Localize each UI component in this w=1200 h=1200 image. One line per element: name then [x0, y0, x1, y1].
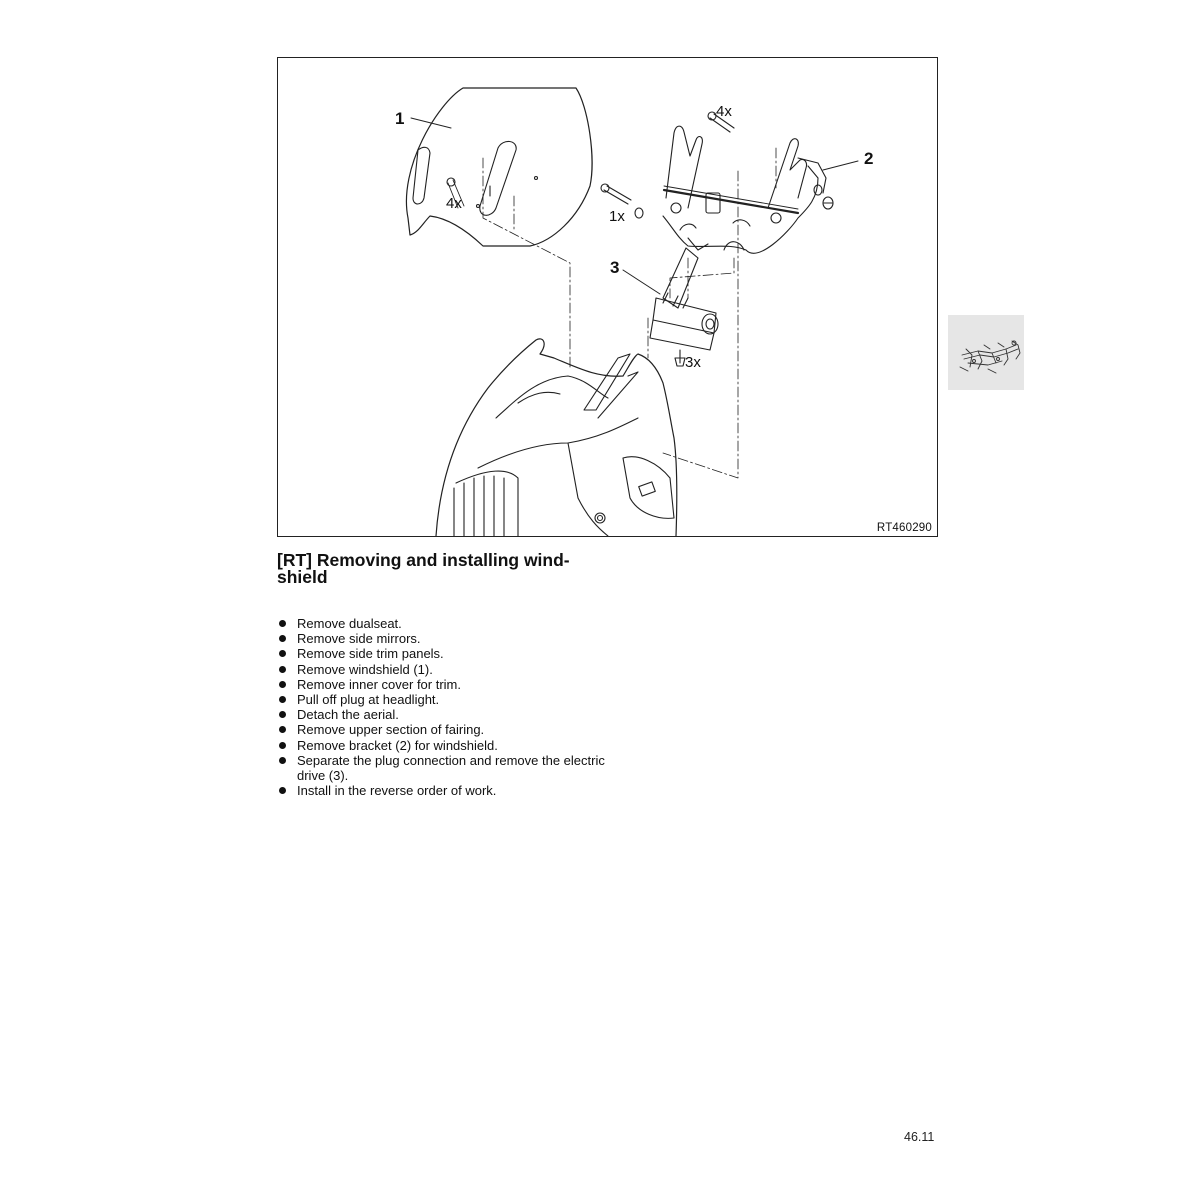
- section-title: [277, 552, 617, 586]
- exploded-view-figure: [277, 57, 938, 537]
- section-title-line: shield: [277, 567, 328, 587]
- windshield-exploded-diagram: [278, 58, 937, 536]
- list-item: Detach the aerial.: [277, 707, 617, 722]
- list-item: Remove side mirrors.: [277, 631, 617, 646]
- list-item: Remove inner cover for trim.: [277, 677, 617, 692]
- list-item: Remove dualseat.: [277, 616, 617, 631]
- list-item: Remove bracket (2) for windshield.: [277, 738, 617, 753]
- figure-id: RT460290: [876, 522, 932, 534]
- motorcycle-frame-icon: [948, 315, 1024, 390]
- quantity-label: 4x: [446, 195, 462, 212]
- list-item: Separate the plug connection and remove the electric drive (3).: [277, 753, 617, 783]
- list-item: Remove upper section of fairing.: [277, 722, 617, 737]
- list-item: Remove side trim panels.: [277, 646, 617, 661]
- quantity-label: 3x: [685, 354, 701, 371]
- windshield-part-1: [406, 88, 592, 246]
- callout-2: 2: [864, 149, 874, 168]
- chapter-tab: [948, 315, 1024, 390]
- quantity-label: 1x: [609, 208, 625, 225]
- page-number: 46.11: [904, 1130, 935, 1144]
- fairing-upper-section: [436, 339, 677, 536]
- list-item: Remove windshield (1).: [277, 662, 617, 677]
- quantity-label: 4x: [716, 103, 732, 120]
- bracket-part-2: [663, 126, 826, 253]
- list-item: Pull off plug at headlight.: [277, 692, 617, 707]
- list-item: Install in the reverse order of work.: [277, 783, 617, 798]
- callout-1: 1: [395, 109, 405, 128]
- callout-3: 3: [610, 258, 620, 277]
- electric-drive-part-3: [650, 248, 718, 350]
- section-title-line: [RT] Removing and installing wind-: [277, 550, 570, 570]
- procedure-steps: [277, 616, 617, 798]
